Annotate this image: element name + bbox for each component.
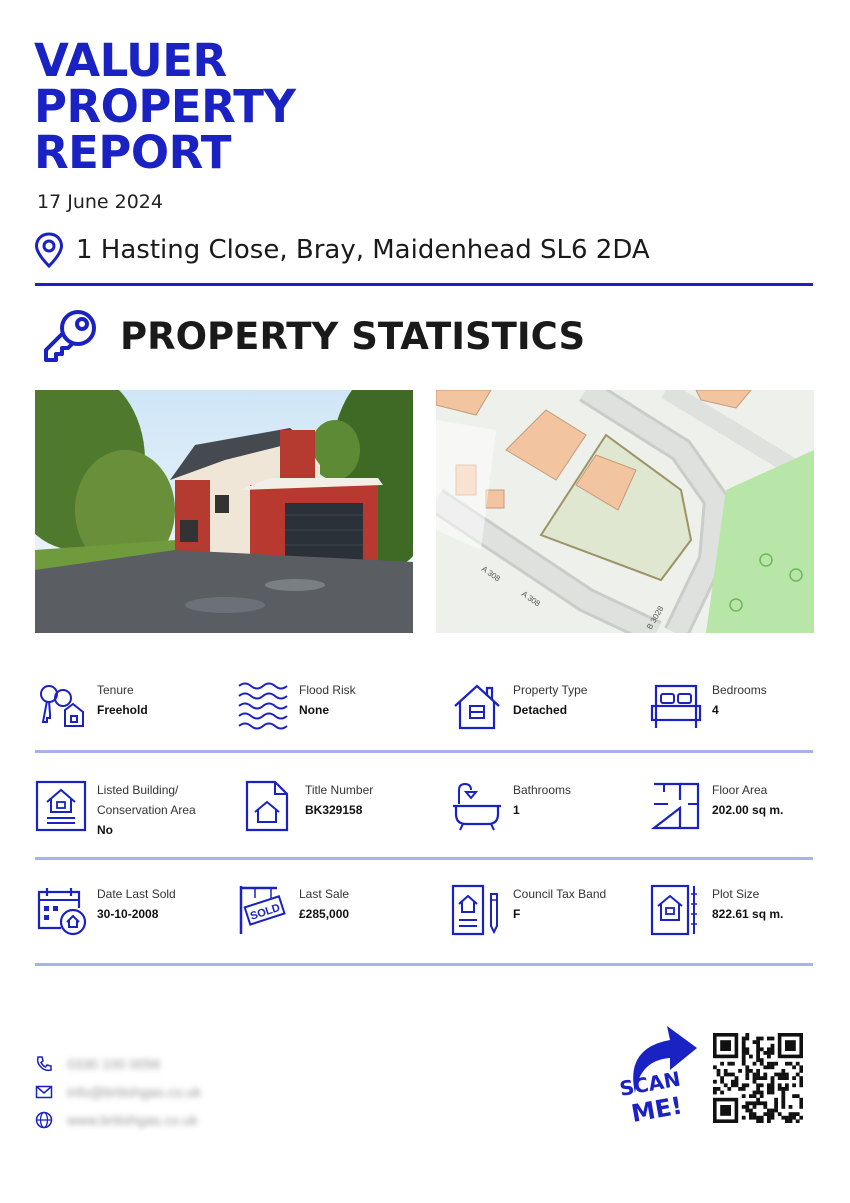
stat-label: Tenure	[97, 683, 134, 697]
section-heading	[40, 306, 585, 366]
stat-value: 4	[712, 703, 719, 717]
stat-value: F	[513, 907, 521, 921]
phone-icon	[35, 1055, 53, 1073]
contact-email[interactable]	[35, 1078, 201, 1106]
bed-icon	[650, 680, 702, 732]
stat-value: Detached	[513, 703, 568, 717]
stat-label: Bathrooms	[513, 783, 572, 797]
address-row	[34, 232, 650, 268]
contact-block	[35, 1050, 201, 1134]
header-divider	[35, 283, 813, 286]
scan-me-badge	[615, 1018, 705, 1128]
stat-bathrooms	[451, 780, 571, 832]
stat-label: Flood Risk	[299, 683, 356, 697]
stat-property-type	[451, 680, 587, 732]
property-address: 1 Hasting Close, Bray, Maidenhead SL6 2DA	[76, 235, 650, 265]
stat-date-last-sold	[35, 884, 176, 936]
stat-value: BK329158	[305, 803, 363, 817]
map-road-label-a308-upper: A 308	[479, 564, 502, 584]
map-road-label-b3028: B 3028	[644, 604, 666, 631]
stat-value: Freehold	[97, 703, 148, 717]
contact-website[interactable]	[35, 1106, 201, 1134]
waves-icon	[237, 680, 289, 732]
house-icon	[451, 680, 503, 732]
keys-icon	[35, 680, 87, 732]
phone-number: 0330 100 0056	[67, 1056, 161, 1072]
globe-icon	[35, 1111, 53, 1129]
stat-label-line-2: Conservation Area	[97, 803, 196, 817]
stat-label: Last Sale	[299, 887, 350, 901]
stat-listed-building	[35, 780, 196, 840]
stat-last-sale	[237, 884, 349, 936]
floorplan-icon	[650, 780, 702, 832]
section-title: PROPERTY STATISTICS	[120, 314, 586, 358]
stat-label: Plot Size	[712, 887, 760, 901]
sold-sign-icon	[237, 884, 289, 936]
stat-label: Council Tax Band	[513, 887, 607, 901]
title-line-2: PROPERTY	[34, 80, 296, 133]
stat-label: Property Type	[513, 683, 588, 697]
row-divider	[35, 857, 813, 860]
stat-bedrooms	[650, 680, 767, 732]
stat-label: Bedrooms	[712, 683, 767, 697]
me-label: ME!	[629, 1091, 685, 1128]
scan-label: SCAN	[617, 1066, 683, 1101]
listed-building-icon	[35, 780, 87, 832]
stat-label: Listed Building/	[97, 783, 179, 797]
stat-tenure	[35, 680, 148, 732]
stat-flood-risk	[237, 680, 356, 732]
email-address: info@britishgas.co.uk	[67, 1084, 202, 1100]
stat-value: None	[299, 703, 329, 717]
title-document-icon	[243, 780, 295, 832]
map-road-label-a308-lower: A 308	[519, 589, 542, 609]
key-icon	[40, 306, 100, 366]
stat-plot-size	[650, 884, 783, 936]
stat-value: No	[97, 823, 113, 837]
calendar-house-icon	[35, 884, 87, 936]
plot-icon	[650, 884, 702, 936]
stat-value: £285,000	[299, 907, 350, 921]
row-divider	[35, 963, 813, 966]
location-pin-icon	[34, 232, 64, 268]
property-photo	[35, 390, 413, 633]
title-line-3: REPORT	[34, 126, 231, 179]
title-line-1: VALUER	[34, 34, 227, 87]
stat-value: 822.61 sq m.	[712, 907, 784, 921]
stat-title-number	[243, 780, 373, 832]
stat-label: Date Last Sold	[97, 887, 176, 901]
email-icon	[35, 1083, 53, 1101]
contact-phone[interactable]	[35, 1050, 201, 1078]
bathtub-icon	[451, 780, 503, 832]
stat-label: Floor Area	[712, 783, 768, 797]
stat-label: Title Number	[305, 783, 374, 797]
stat-floor-area	[650, 780, 783, 832]
svg-text:SOLD: SOLD	[248, 901, 282, 923]
report-date: 17 June 2024	[37, 191, 163, 213]
row-divider	[35, 750, 813, 753]
qr-code[interactable]	[713, 1033, 803, 1123]
stat-value: 202.00 sq m.	[712, 803, 784, 817]
stat-council-tax-band	[451, 884, 606, 936]
stat-value: 1	[513, 803, 520, 817]
report-title	[34, 34, 296, 179]
stat-value: 30-10-2008	[97, 907, 159, 921]
website-url: www.britishgas.co.uk	[67, 1112, 198, 1128]
location-map	[436, 390, 814, 633]
tax-document-icon	[451, 884, 503, 936]
